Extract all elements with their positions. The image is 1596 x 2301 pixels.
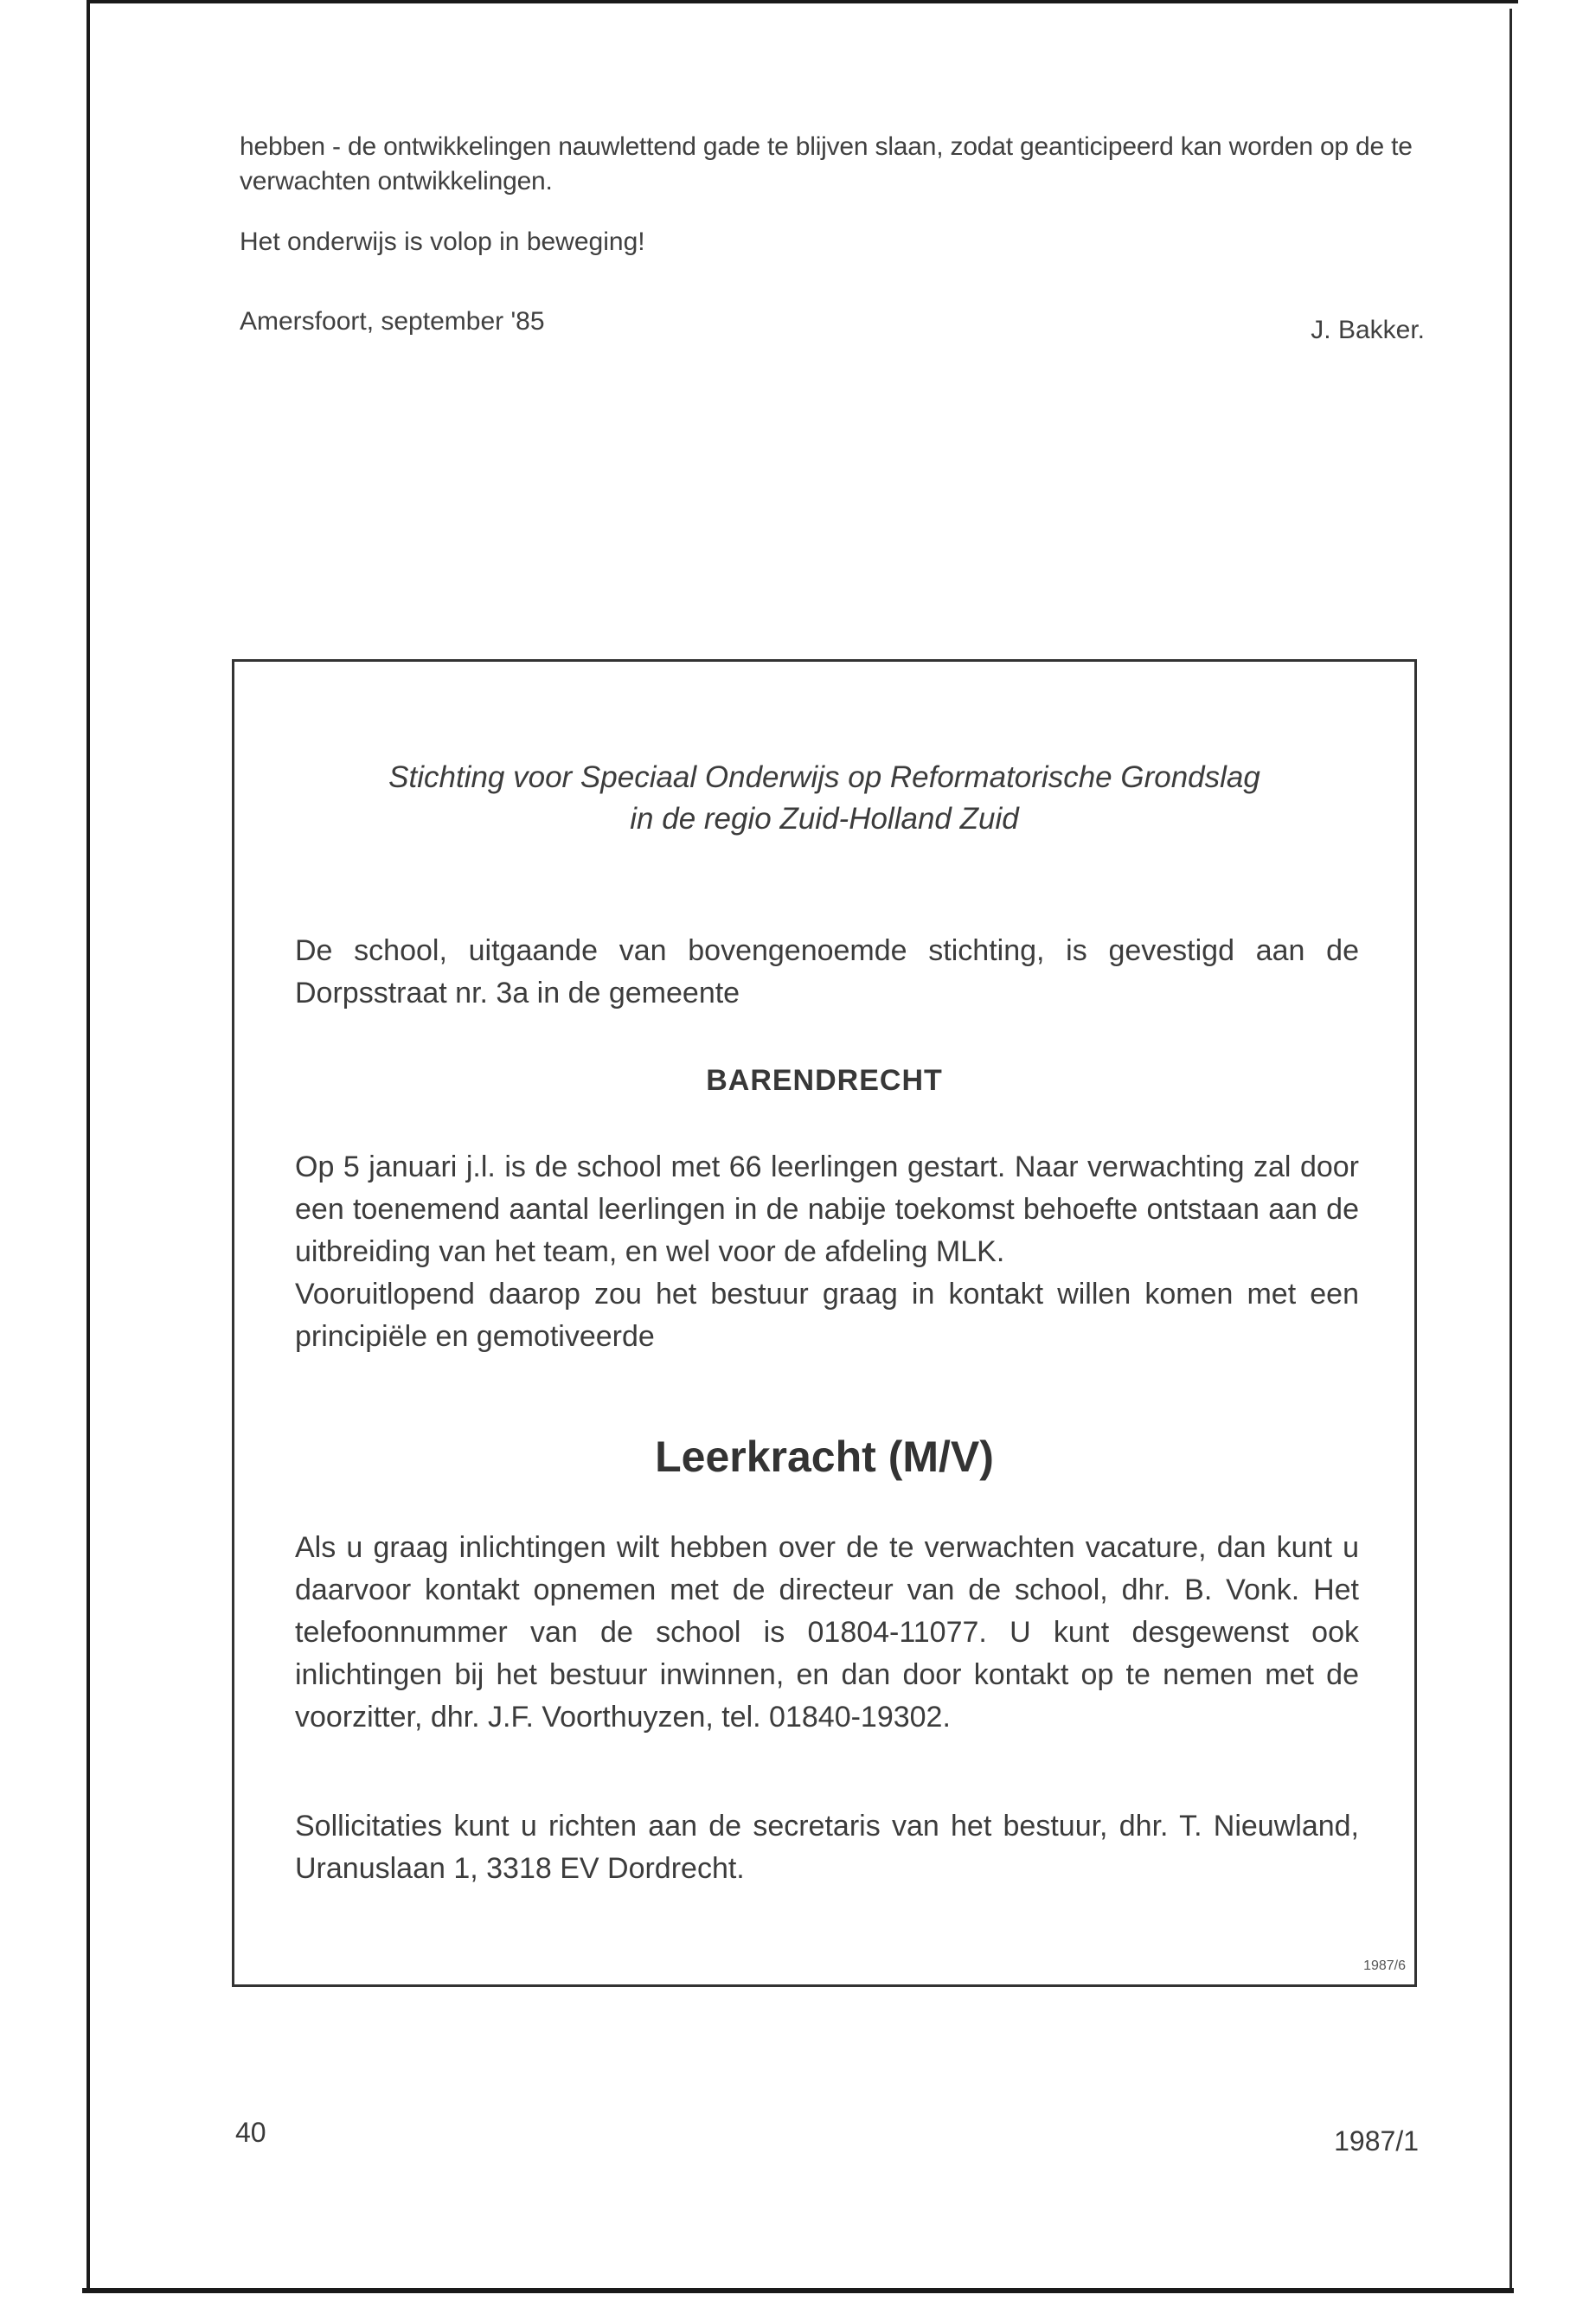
ad-paragraph-start [295,1146,1359,1358]
scan-border-right [1509,9,1512,2292]
ad-paragraph: Sollicitaties kunt u richten aan de secretaris van het bestuur, dhr. T. Nieuwland, Uranuslaan 1, 3318 EV Dordrecht. [295,1810,1359,1885]
ad-paragraph-applications [295,1805,1359,1890]
ad-job-title: Leerkracht (M/V) [655,1433,994,1481]
page-number: 40 [235,2117,266,2148]
place-date: Amersfoort, september '85 [240,307,545,336]
ad-paragraph: Op 5 januari j.l. is de school met 66 leerlingen gestart. Naar verwachting zal door een toenemend aantal leerlingen in de nabije toekomst behoefte ontstaan aan de uitbreiding van het team, en wel voor de afdeling MLK. [295,1150,1359,1268]
ad-heading-line: in de regio Zuid-Holland Zuid [630,802,1019,836]
intro-text [240,130,1425,260]
ad-place-name: BARENDRECHT [706,1064,943,1097]
ad-heading-line: Stichting voor Speciaal Onderwijs op Reformatorische Grondslag [388,760,1260,794]
issue-number: 1987/1 [1334,2125,1419,2157]
ad-paragraph: Vooruitlopend daarop zou het bestuur graag in kontakt willen komen met een principiële en gemotiveerde [295,1278,1359,1353]
intro-closing-line: Het onderwijs is volop in beweging! [240,228,645,256]
ad-paragraph-contact [295,1527,1359,1739]
scan-border-left [87,0,90,2292]
scan-border-top [87,0,1518,3]
ad-code: 1987/6 [1363,1958,1406,1973]
author-name: J. Bakker. [1311,316,1425,344]
ad-paragraph: De school, uitgaande van bovengenoemde stichting, is gevestigd aan de Dorpsstraat nr. 3a in de gemeente [295,934,1359,1009]
job-advertisement [232,659,1417,1987]
ad-paragraph-location [295,930,1359,1015]
ad-paragraph: Als u graag inlichtingen wilt hebben over de te verwachten vacature, dan kunt u daarvoor kontakt opnemen met de directeur van de school, dhr. B. Vonk. Het telefoonnummer van de school is 01804-11077. U kunt desgewenst ook inlichtingen bij het bestuur inwinnen, en dan door kontakt op te nemen met de voorzitter, dhr. J.F. Voorthuyzen, tel. 01840-19302. [295,1531,1359,1734]
intro-paragraph: hebben - de ontwikkelingen nauwlettend gade te blijven slaan, zodat geanticipeerd kan worden op de te verwachten ontwikkelingen. [240,132,1413,195]
scan-border-bottom [82,2288,1514,2293]
ad-foundation-heading [234,757,1414,840]
